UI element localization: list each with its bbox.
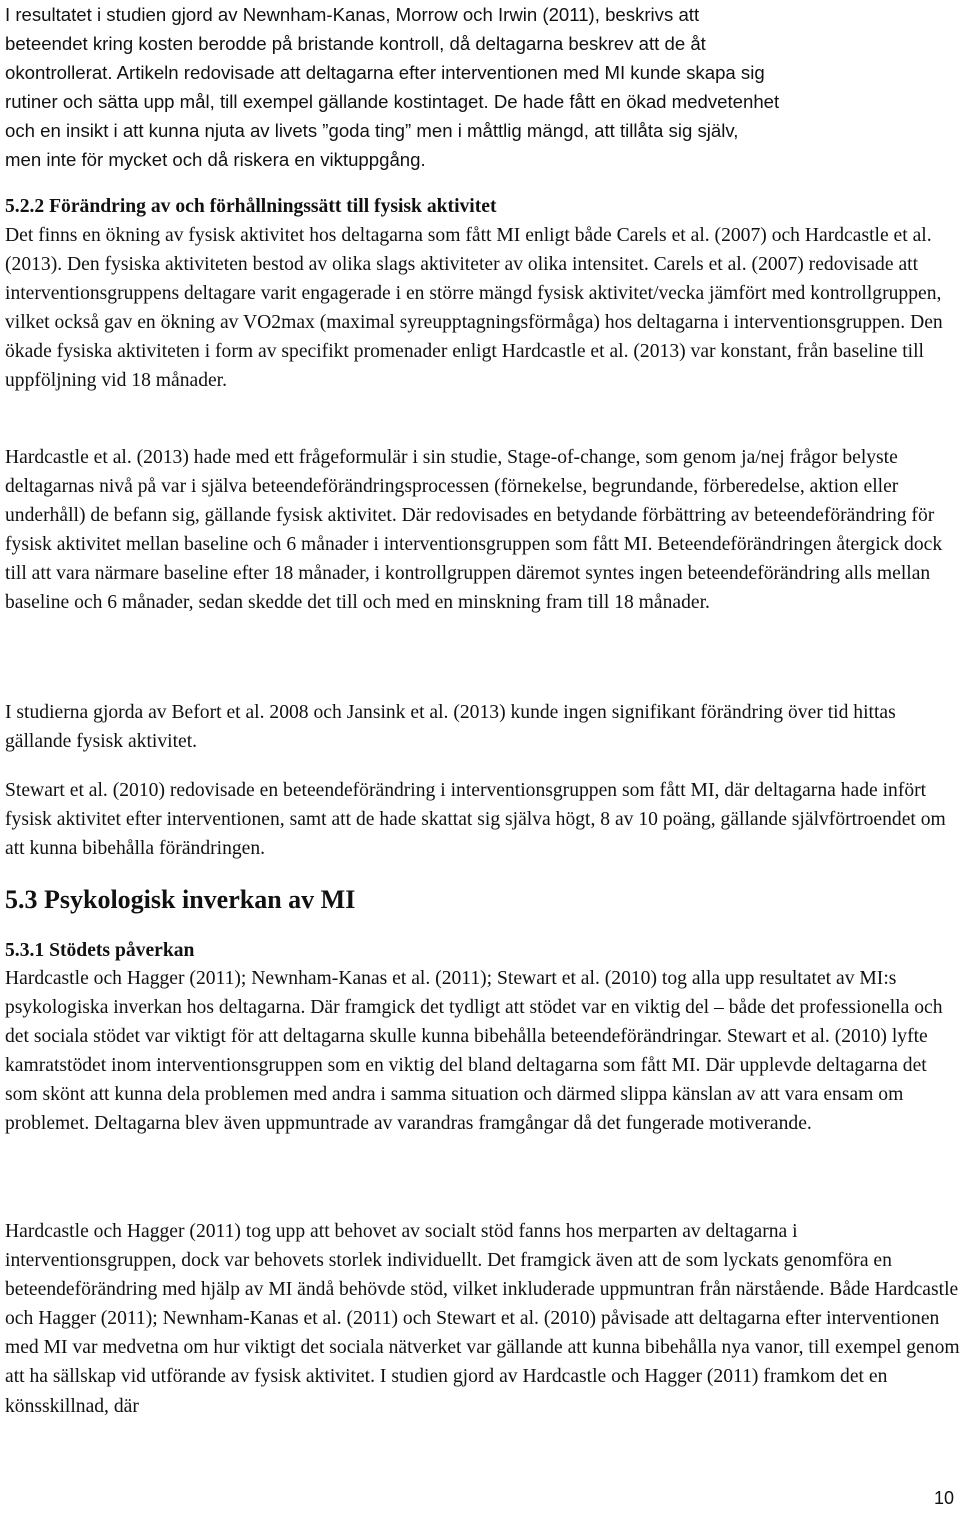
section-5-3-1-paragraph-1: Hardcastle och Hagger (2011); Newnham-Kanas et al. (2011); Stewart et al. (2010) tog alla upp resultatet av MI:s psykologiska inverkan hos deltagarna. Där framgick det tydligt att stödet var en viktig del – både det professionella och det sociala stödet var viktigt för att deltagarna skulle kunna bibehålla beteendeförändringar. Stewart et al. (2010) lyfte kamratstödet inom interventionsgruppen som en viktig del bland deltagarna som fått MI. Där upplevde deltagarna det som skönt att kunna dela problemen med andra i samma situation och därmed slippa känslan av att vara ensam om problemet. Deltagarna blev även uppmuntrade av varandras framgångar då det fungerade motiverande. <box>5 968 943 1135</box>
section-5-2-2-paragraph-2: Hardcastle et al. (2013) hade med ett frågeformulär i sin studie, Stage-of-change, som genom ja/nej frågor belyste deltagarnas nivå på var i själva beteendeförändringsprocessen (förnekelse, begrundande, förberedelse, aktion eller underhåll) de befann sig, gällande fysisk aktivitet. Där redovisades en betydande förbättring av beteendeförändring för fysisk aktivitet mellan baseline och 6 månader i interventionsgruppen som fått MI. Beteendeförändringen återgick dock till att vara närmare baseline efter 18 månader, i kontrollgruppen däremot syntes ingen beteendeförändring alls mellan baseline och 6 månader, sedan skedde det till och med en minskning fram till 18 månader. <box>5 447 943 614</box>
section-5-2-2-paragraph-4: Stewart et al. (2010) redovisade en beteendeförändring i interventionsgruppen som fått MI, där deltagarna hade infört fysisk aktivitet efter interventionen, samt att de hade skattat sig själva högt, 8 av 10 poäng, gällande självförtroendet om att kunna bibehålla förändringen. <box>5 780 946 860</box>
intro-line-1: I resultatet i studien gjord av Newnham-Kanas, Morrow och Irwin (2011), beskrivs att <box>5 4 700 25</box>
page-number: 10 <box>933 1488 954 1508</box>
intro-paragraph <box>5 0 960 175</box>
section-5-2-2-paragraph-3: I studierna gjorda av Befort et al. 2008 och Jansink et al. (2013) kunde ingen signifikant förändring över tid hittas gällande fysisk aktivitet. <box>5 702 896 753</box>
section-5-3-heading: 5.3 Psykologisk inverkan av MI <box>5 885 356 914</box>
section-5-3-1-heading: 5.3.1 Stödets påverkan <box>5 940 195 961</box>
section-5-3-1-paragraph-2: Hardcastle och Hagger (2011) tog upp att behovet av socialt stöd fanns hos merparten av deltagarna i interventionsgruppen, dock var behovets storlek individuellt. Det framgick även att de som lyckats genomföra en beteendeförändring med hjälp av MI ändå behövde stöd, vilket inkluderade uppmuntran från närstående. Både Hardcastle och Hagger (2011); Newnham-Kanas et al. (2011) och Stewart et al. (2010) påvisade att deltagarna efter interventionen med MI var medvetna om hur viktigt det sociala nätverket var gällande att kunna bibehålla nya vanor, till exempel genom att ha sällskap vid utförande av fysisk aktivitet. I studien gjord av Hardcastle och Hagger (2011) framkom det en könsskillnad, där <box>5 1221 960 1417</box>
intro-line-5: och en insikt i att kunna njuta av livets ”goda ting” men i måttlig mängd, att tillåta sig själv, <box>5 120 739 142</box>
intro-line-6: men inte för mycket och då riskera en viktuppgång. <box>5 149 426 171</box>
section-5-2-2-heading: 5.2.2 Förändring av och förhållningssätt till fysisk aktivitet <box>5 196 497 217</box>
section-5-2-2-paragraph-1: Det finns en ökning av fysisk aktivitet hos deltagarna som fått MI enligt både Carels et al. (2007) och Hardcastle et al. (2013). Den fysiska aktiviteten bestod av olika slags aktiviteter av olika intensitet. Carels et al. (2007) redovisade att interventionsgruppens deltagare varit engagerade i en större mängd fysisk aktivitet/vecka jämfört med kontrollgruppen, vilket också gav en ökning av VO2max (maximal syreupptagningsförmåga) hos deltagarna i interventionsgruppen. Den ökade fysiska aktiviteten i form av specifikt promenader enligt Hardcastle et al. (2013) var konstant, från baseline till uppföljning vid 18 månader. <box>5 225 943 392</box>
intro-line-3: okontrollerat. Artikeln redovisade att deltagarna efter interventionen med MI kunde skapa sig <box>5 62 765 84</box>
intro-line-4: rutiner och sätta upp mål, till exempel gällande kostintaget. De hade fått en ökad medvetenhet <box>5 91 780 113</box>
intro-line-2: beteendet kring kosten berodde på bristande kontroll, då deltagarna beskrev att de åt <box>5 33 706 55</box>
